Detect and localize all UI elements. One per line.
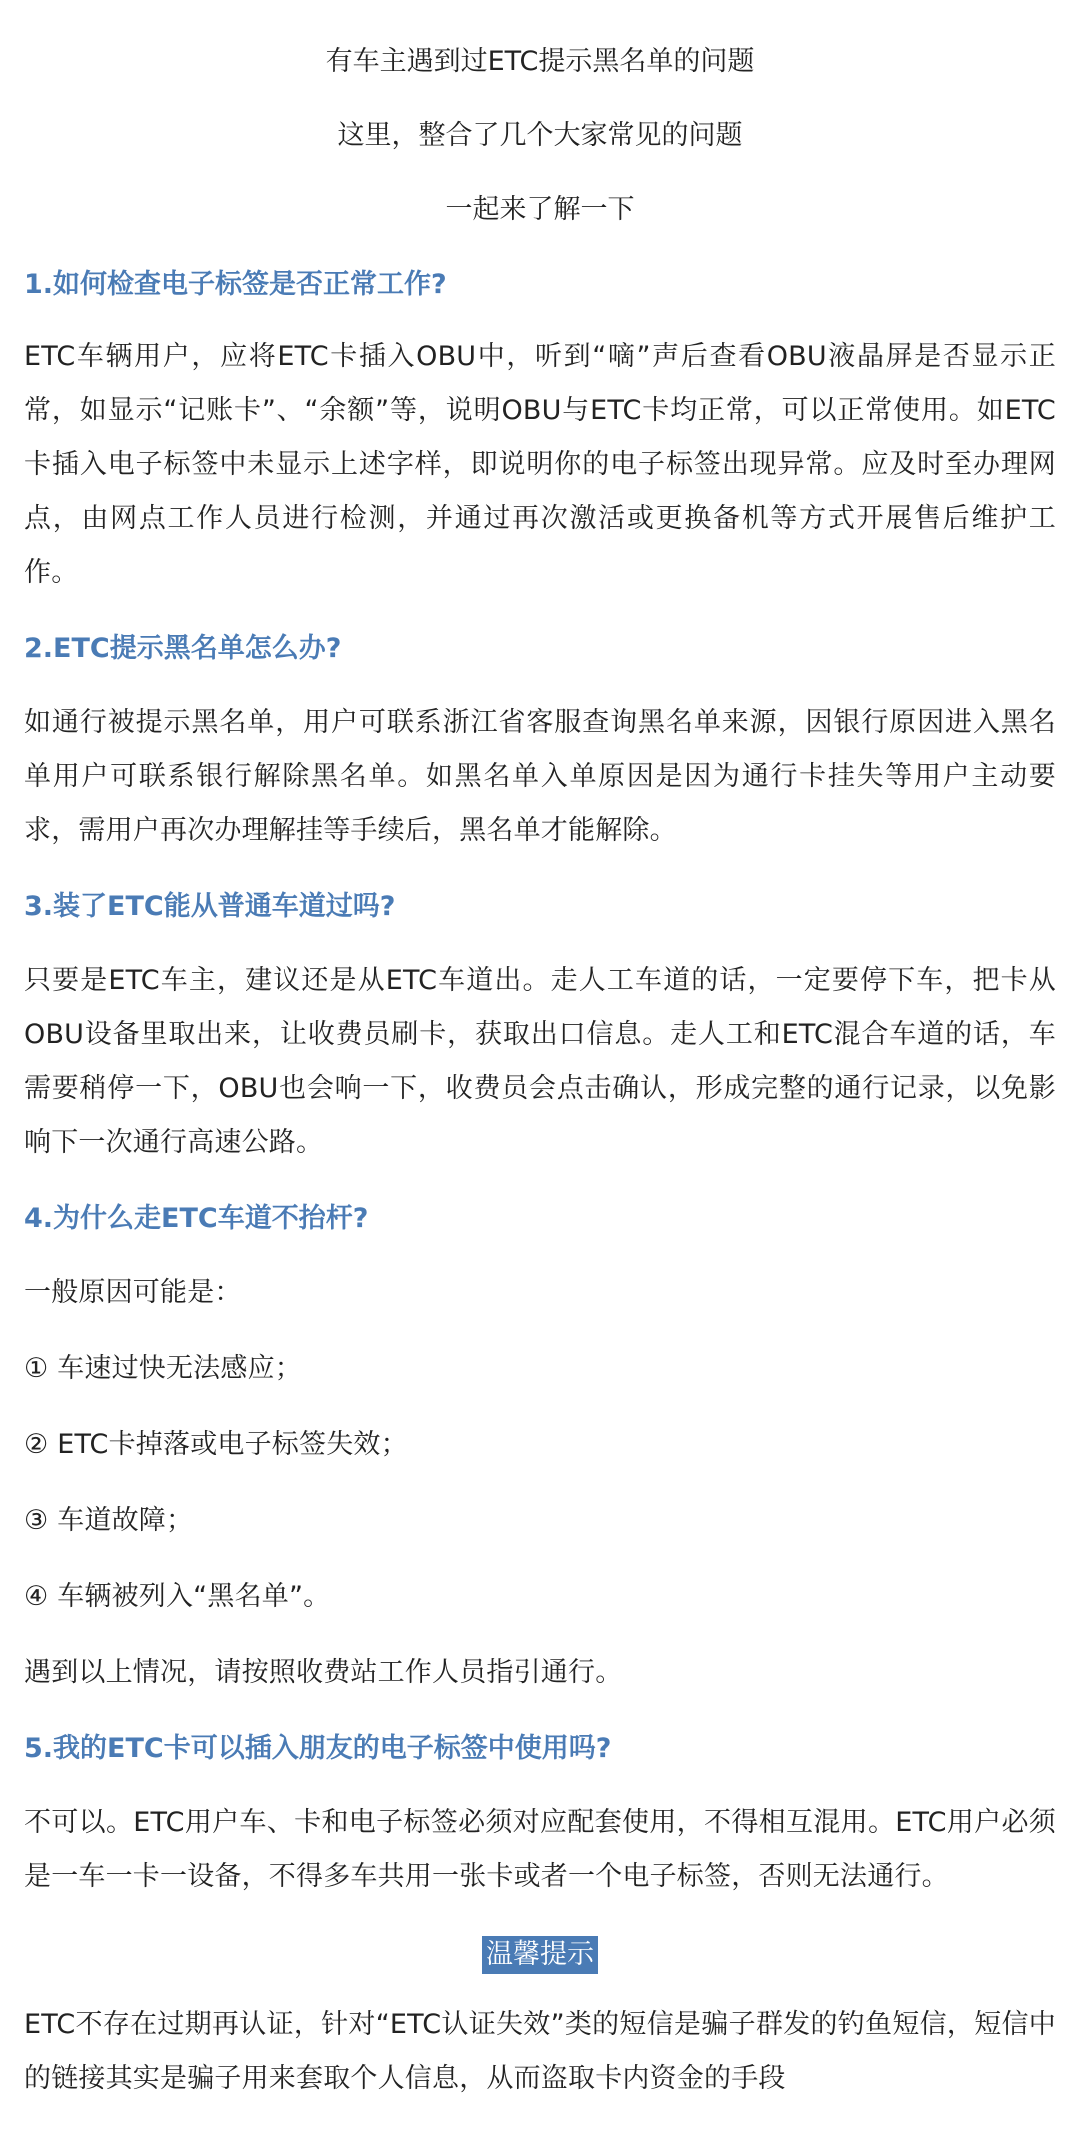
question-3-heading: 3.装了ETC能从普通车道过吗? [24,891,396,922]
question-1-answer: ETC车辆用户，应将ETC卡插入OBU中，听到“嘀”声后查看OBU液晶屏是否显示正常，如显示“记账卡”、“余额”等，说明OBU与ETC卡均正常，可以正常使用。如ETC卡插入电子标签中未显示上述字样，即说明你的电子标签出现异常。应及时至办理网点，由网点工作人员进行检测，并通过再次激活或更换备机等方式开展售后维护工作。 [24,341,1056,588]
intro-line-1: 有车主遇到过ETC提示黑名单的问题 [325,46,755,77]
reason-list-item-3: ③ 车道故障； [24,1505,194,1536]
question-2-answer: 如通行被提示黑名单，用户可联系浙江省客服查询黑名单来源，因银行原因进入黑名单用户可联系银行解除黑名单。如黑名单入单原因是因为通行卡挂失等用户主动要求，需用户再次办理解挂等手续后，黑名单才能解除。 [24,707,1056,846]
intro-line-3: 一起来了解一下 [445,194,635,225]
question-3-answer: 只要是ETC车主，建议还是从ETC车道出。走人工车道的话，一定要停下车，把卡从OBU设备里取出来，让收费员刷卡，获取出口信息。走人工和ETC混合车道的话，车需要稍停一下，OBU也会响一下，收费员会点击确认，形成完整的通行记录，以免影响下一次通行高速公路。 [24,965,1056,1158]
question-2-heading: 2.ETC提示黑名单怎么办? [24,633,342,664]
question-5-heading: 5.我的ETC卡可以插入朋友的电子标签中使用吗? [24,1733,612,1764]
question-4-heading: 4.为什么走ETC车道不抬杆? [24,1203,369,1234]
reason-list-item-4: ④ 车辆被列入“黑名单”。 [24,1581,331,1612]
intro-line-2: 这里，整合了几个大家常见的问题 [337,120,743,151]
question-5-answer: 不可以。ETC用户车、卡和电子标签必须对应配套使用，不得相互混用。ETC用户必须是一车一卡一设备，不得多车共用一张卡或者一个电子标签，否则无法通行。 [24,1807,1056,1892]
question-1-heading: 1.如何检查电子标签是否正常工作? [24,269,447,300]
reason-list-item-1: ① 车速过快无法感应； [24,1353,302,1384]
question-4-lead: 一般原因可能是： [24,1277,242,1308]
tip-body: ETC不存在过期再认证，针对“ETC认证失效”类的短信是骗子群发的钓鱼短信，短信中的链接其实是骗子用来套取个人信息，从而盗取卡内资金的手段 [24,2009,1056,2094]
tip-badge: 温馨提示 [482,1936,598,1974]
reason-list-item-2: ② ETC卡掉落或电子标签失效； [24,1429,408,1460]
tip-heading-wrap [24,1936,1056,1974]
question-4-tail: 遇到以上情况，请按照收费站工作人员指引通行。 [24,1657,623,1688]
